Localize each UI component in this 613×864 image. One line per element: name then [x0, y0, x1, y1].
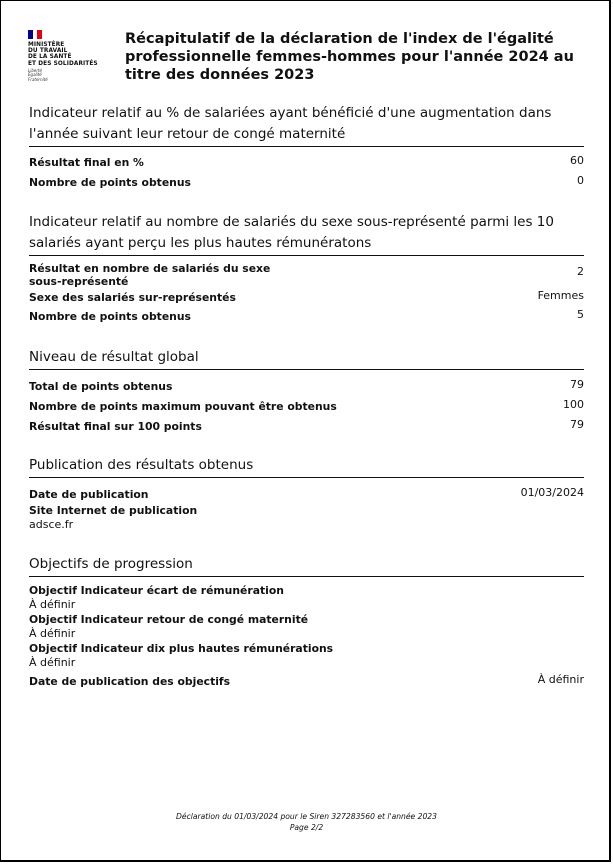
logo-line: DE LA SANTÉ — [28, 54, 72, 61]
page-header — [28, 30, 588, 90]
row-value: 79 — [570, 378, 584, 391]
section-top-salaries — [29, 212, 584, 256]
section-title: Indicateur relatif au % de salariées ayant bénéficié d'une augmentation dans l'année suivant leur retour de congé maternité — [29, 103, 584, 147]
gender-row — [29, 290, 584, 309]
logo-line: DU TRAVAIL — [28, 48, 68, 55]
row-label: Résultat final en % — [29, 156, 144, 169]
section-publication-rows — [29, 486, 584, 532]
website-row — [29, 504, 584, 532]
row-label: Date de publication — [29, 488, 149, 501]
row-value: 5 — [577, 308, 584, 321]
section-title: Indicateur relatif au nombre de salariés du sexe sous-représenté parmi les 10 salariés ayant perçu les plus hautes rémunératons — [29, 212, 584, 256]
motto-line: Fraternité — [28, 76, 48, 82]
objective-row — [29, 613, 584, 642]
row-label: Résultat final sur 100 points — [29, 420, 202, 433]
motto-line: Liberté — [28, 67, 43, 73]
row-label: Objectif Indicateur dix plus hautes rémunérations — [29, 642, 334, 655]
row-value: À définir — [537, 673, 584, 686]
ministry-logo — [28, 30, 108, 82]
result-row — [29, 262, 584, 290]
logo-line: MINISTÈRE — [28, 42, 65, 48]
website-value: adsce.fr — [29, 518, 74, 531]
logo-line: ET DES SOLIDARITÉS — [28, 60, 98, 67]
section-global-rows — [29, 378, 584, 438]
row-value: 60 — [570, 154, 584, 167]
row-label: Nombre de points maximum pouvant être obtenus — [29, 400, 337, 413]
section-objectives-rows — [29, 584, 584, 691]
row-label: Objectif Indicateur écart de rémunération — [29, 584, 284, 597]
objective-row — [29, 642, 584, 671]
row-label: Nombre de points obtenus — [29, 176, 191, 189]
points-row — [29, 309, 584, 328]
logo-motto — [28, 69, 108, 82]
page-footer — [0, 811, 613, 833]
row-label: Date de publication des objectifs — [29, 675, 231, 688]
row-value: 01/03/2024 — [520, 486, 584, 499]
section-title: Objectifs de progression — [29, 554, 584, 577]
row-label-cont: sous-représenté — [29, 275, 129, 288]
objective-value: À définir — [29, 598, 76, 611]
footer-declaration: Déclaration du 01/03/2024 pour le Siren 327283560 et l'année 2023 — [176, 812, 437, 821]
row-value: 79 — [570, 418, 584, 431]
french-flag-icon — [28, 30, 42, 39]
row-label: Total de points obtenus — [29, 380, 173, 393]
row-value: 0 — [577, 174, 584, 187]
row-label: Site Internet de publication — [29, 504, 198, 517]
objectives-date-row — [29, 671, 584, 691]
row-value: 2 — [577, 265, 584, 278]
final-row — [29, 418, 584, 438]
total-row — [29, 378, 584, 398]
section-maternity-rows — [29, 154, 584, 194]
section-title: Publication des résultats obtenus — [29, 455, 584, 478]
objective-value: À définir — [29, 656, 76, 669]
section-top-salaries-rows — [29, 262, 584, 328]
section-global — [29, 347, 584, 370]
row-label: Résultat en nombre de salariés du sexe — [29, 262, 271, 275]
points-row — [29, 174, 584, 194]
row-label: Objectif Indicateur retour de congé maternité — [29, 613, 309, 626]
section-title: Niveau de résultat global — [29, 347, 584, 370]
result-row — [29, 154, 584, 174]
section-publication — [29, 455, 584, 478]
section-objectives — [29, 554, 584, 577]
max-row — [29, 398, 584, 418]
row-label: Sexe des salariés sur-représentés — [29, 291, 236, 304]
motto-line: Égalité — [28, 72, 42, 78]
row-value: Femmes — [537, 289, 584, 302]
row-value: 100 — [563, 398, 584, 411]
objective-row — [29, 584, 584, 613]
section-maternity — [29, 103, 584, 147]
objective-value: À définir — [29, 627, 76, 640]
row-label: Nombre de points obtenus — [29, 310, 191, 323]
document-title: Récapitulatif de la déclaration de l'index de l'égalité professionnelle femmes-hommes pour l'année 2024 au titre des données 2023 — [125, 31, 574, 83]
date-row — [29, 486, 584, 504]
footer-page-number: Page 2/2 — [289, 823, 324, 832]
